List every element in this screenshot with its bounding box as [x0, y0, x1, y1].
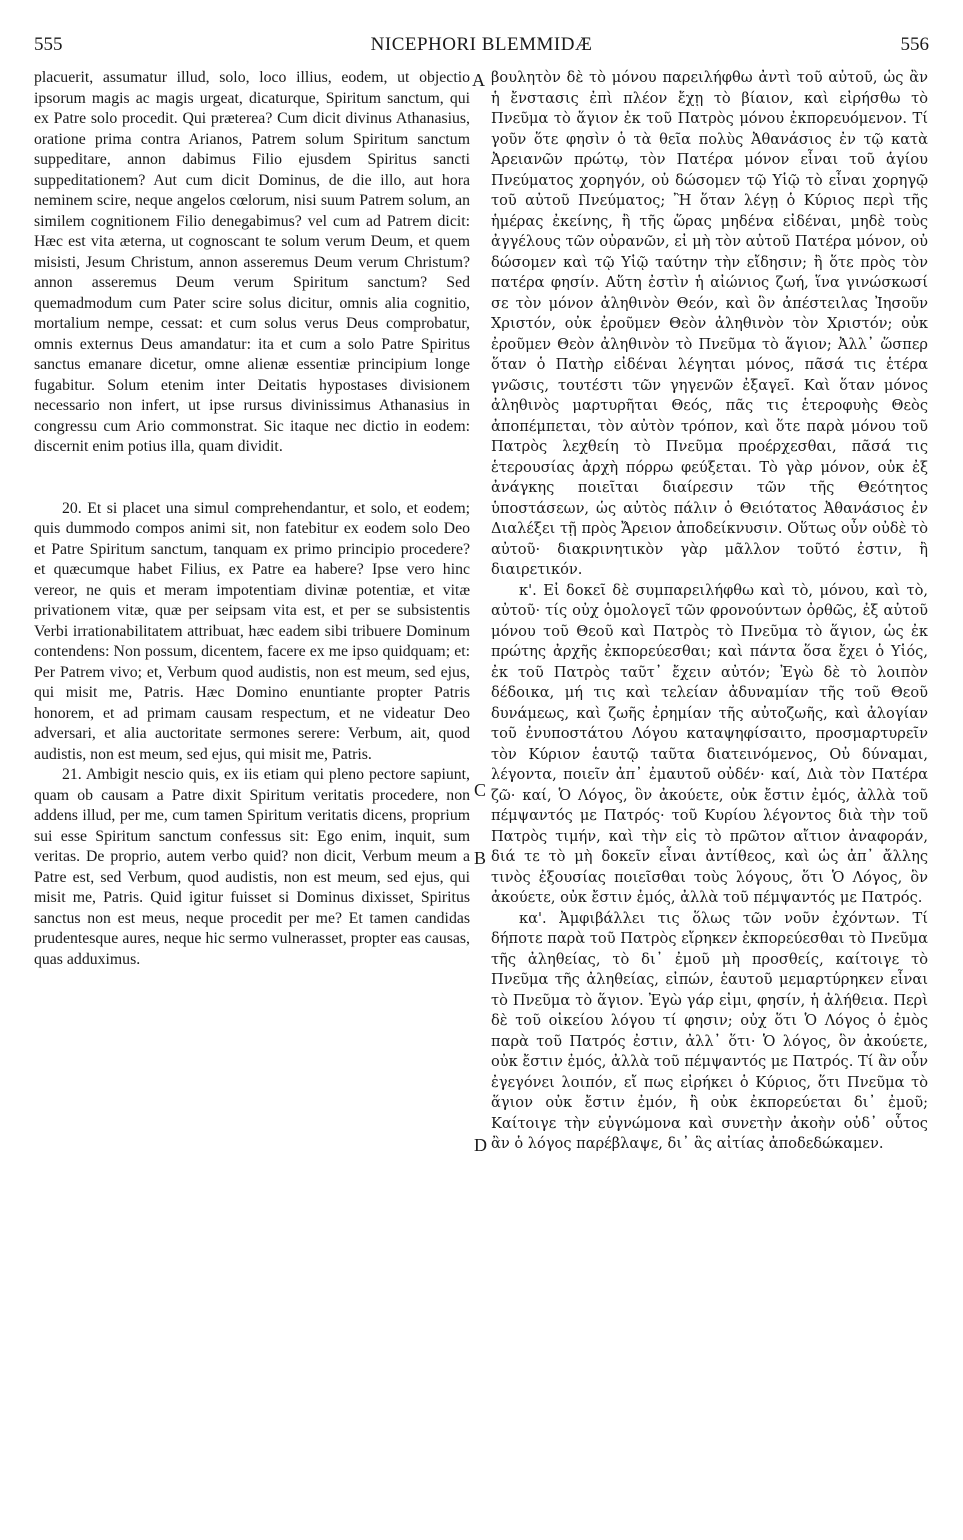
- greek-column: [491, 68, 928, 1155]
- margin-letter-a: A: [472, 70, 485, 90]
- greek-paragraph-21: κα'. Ἀμφιβάλλει τις ὅλως τῶν νοῦν ἐχόντων. Τί δήποτε παρὰ τοῦ Πατρὸς εἴρηκεν ἐκπορεύεσθαι τὸ Πνεῦμα τῆς ἀληθείας, τὸ δι᾽ ἐμοῦ μὴ προσθείς, καίτοιγε τὸ Πνεῦμα τῆς ἀληθείας, εἰπών, ἑαυτοῦ μεμαρτύρηκεν εἶναι τὸ Πνεῦμα τὸ ἅγιον. Ἐγὼ γάρ εἰμι, φησίν, ἡ ἀλήθεια. Περὶ δὲ τοῦ οἰκείου λόγου τί φησιν; οὐχ ὅτι Ὁ Λόγος ὁ ἐμὸς παρὰ τοῦ Πατρός ἐστιν, ἀλλ᾽ ὅτι· Ὁ λόγος, ὃν ἀκούετε, οὐκ ἔστιν ἐμός, ἀλλὰ τοῦ πέμψαντός με Πατρός. Τί ἂν οὖν ἐγεγόνει λοιπόν, εἴ πως εἰρήκει ὁ Κύριος, ὅτι Πνεῦμα τὸ ἅγιον οὐκ ἔστιν ἐμόν, ἢ οὐκ ἐκπορεύεται δι᾽ ἐμοῦ; Καίτοιγε τὴν εὐγνώμονα καὶ συνετὴν ἀκοὴν οὐδ᾽ οὗτος ἂν ὁ λόγος παρέβλαψε, δι᾽ ἃς αἰτίας ἀποδεδώκαμεν.: [491, 909, 928, 1152]
- greek-paragraph-1: βουλητὸν δὲ τὸ μόνου παρειλήφθω ἀντὶ τοῦ αὐτοῦ, ὡς ἂν ἡ ἔνστασις ἐπὶ πλέον ἔχῃ τὸ βίαιον, καὶ εἰρήσθω τὸ Πνεῦμα τὸ ἅγιον ἐκ τοῦ Πατρὸς μόνου ἐκπορευόμενον. Τί γοῦν ὅτε φησὶν ὁ τὰ θεῖα πολὺς Ἀθανάσιος ἐν τῷ κατὰ Ἀρειανῶν πρώτῳ, τὸν Πατέρα μόνον εἶναι τοῦ ἁγίου Πνεύματος χορηγόν, οὐ δώσομεν τῷ Υἱῷ τὸ εἶναι χορηγῷ τοῦ αὐτοῦ Πνεύματος; Ἢ ὅταν λέγῃ ὁ Κύριος περὶ τῆς ἡμέρας ἐκείνης, ἢ τῆς ὥρας μηδένα εἰδέναι, μηδὲ τοὺς ἀγγέλους τῶν οὐρανῶν, εἰ μὴ τὸν αὐτοῦ Πατέρα μόνον, οὐ δώσομεν καὶ τῷ Υἱῷ ταύτην τὴν εἴδησιν; ἢ ὅτε πρὸς τὸν πατέρα φησίν. Αὕτη ἐστὶν ἡ αἰώνιος ζωή, ἵνα γινώσκωσί σε τὸν μόνον ἀληθινὸν Θεόν, καὶ ὃν ἀπέστειλας Ἰησοῦν Χριστόν, οὐκ ἐροῦμεν Θεὸν ἀληθινὸν τὸν Χριστόν; οὐκ ἐροῦμεν Θεὸν ἀληθινὸν τὸ Πνεῦμα τὸ ἅγιον; Ἀλλ᾽ ὥσπερ ὅταν ὁ Πατὴρ εἰδέναι λέγηται μόνος, πᾶσά τις ἑτέρα γνῶσις, τουτέστι τῶν γηγενῶν ἐξαγεῖ. Καὶ ὅταν μόνος ἀληθινὸς μαρτυρῆται Θεός, πᾶς τις ἑτεροφυὴς Θεὸς ἀποπέμπεται, τὸν αὐτὸν τρόπον, καὶ ὅτε παρὰ μόνου τοῦ Πατρὸς λεχθείη τὸ Πνεῦμα προέρχεσθαι, πᾶσά τις ἑτερουσίας ἀρχὴ πόρρω φεύξεται. Τὸ γὰρ μόνον, οὐκ ἐξ ἀνάγκης ποιεῖται διαίρεσιν τῶν τῆς Θεότητος ὑποστάσεων, ὡς αὐτὸς πάλιν ὁ Θειότατος Ἀθανάσιος ἐν Διαλέξει τῇ πρὸς Ἄρειον ἀποδείκνυσιν. Οὕτως οὖν οὐδὲ τὸ αὐτοῦ· διακρινητικὸν γὰρ μᾶλλον τοῦτό ἐστιν, ἢ διαιρετικόν.: [491, 69, 928, 578]
- page-header: [34, 34, 929, 62]
- margin-letter-c: C: [474, 780, 487, 800]
- paragraph-gap: [34, 458, 470, 499]
- left-page-number: 555: [34, 34, 63, 55]
- latin-paragraph-20: 20. Et si placet una simul comprehendantur, et solo, et eodem; quis dummodo compos animi sit, non fatebitur ex eodem solo Deo et Patre Spiritum sanctum, tanquam ex primo principio procedere? et quæcumque habet Filius, ex Patre ea habere? Ipse vero hinc vereor, ne quis et meram impotentiam divinæ potentiæ, et vitæ privationem vitæ, quæ per seipsam vita est, et per se subsistentis Verbi irrationabilitatem attribuat, hæc eadem sibi tribuere Dominum contendens: Non possum, dicentem, facere ex me ipso quidquam; et: Per Patrem vivo; et, Verbum quod audistis, non est meum, sed ejus, qui misit me, Patris. Hæc Domino enuntiante propter Patris honorem, et ad primam causam respectum, et ne videatur Deo adversari, et alia auctoritate sermones serere: Verbum, ait, quod audistis, non est meum, sed ejus, qui misit me, Patris.: [34, 499, 470, 763]
- latin-paragraph-21: 21. Ambigit nescio quis, ex iis etiam qui pleno pectore sapiunt, quam ob causam a Patre dixit Spiritum veritatis procedere, non addens illud, per me, cum tamen Spiritum veritatis dicens, proprium sui esse Spiritum sanctum confessus sit: Ego enim, inquit, sum veritas. De proprio, autem verbo quid? non dicit, Verbum meum a Patre est, sed Verbum, quod audistis, non est meum, sed ejus, qui misit me, Patris. Quid igitur fuisset si Dominus dixisset, Spiritus sanctus non est meus, neque procedit per me? Et tamen candidas prudentesque aures, neque hic sermo vulnerasset, propter eas causas, quas adduximus.: [34, 766, 470, 968]
- margin-letter-b: B: [474, 848, 487, 868]
- right-page-number: 556: [900, 34, 929, 55]
- greek-paragraph-20: κ'. Εἰ δοκεῖ δὲ συμπαρειλήφθω καὶ τὸ, μόνου, καὶ τὸ, αὐτοῦ· τίς οὐχ ὁμολογεῖ τῶν φρονούντων ὀρθῶς, ἐξ αὐτοῦ μόνου τοῦ Θεοῦ καὶ Πατρὸς τὸ Πνεῦμα τὸ ἅγιον, ὡς ἐκ πρώτης ἀρχῆς ἐκπορεύεσθαι; καὶ πάντα ὅσα ἔχει ὁ Υἱός, ἐκ τοῦ Πατρὸς ταῦτ᾽ ἔχειν αὐτόν; Ἐγὼ δὲ τὸ λοιπὸν δέδοικα, μή τις καὶ τελείαν ἀδυναμίαν τῆς τοῦ Θεοῦ δυνάμεως, καὶ ζωῆς ἐρημίαν τῆς αὐτοζωῆς, καὶ ἀλογίαν τοῦ ἐνυποστάτου Λόγου καταψηφίσαιτο, προσμαρτυρεῖν τὸν Κύριον ἑαυτῷ ταῦτα διατεινόμενος, Οὐ δύναμαι, λέγοντα, ποιεῖν ἀπ᾽ ἐμαυτοῦ οὐδέν· καί, Διὰ τὸν Πατέρα ζῶ· καί, Ὁ Λόγος, ὃν ἀκούετε, οὐκ ἔστιν ἐμός, ἀλλὰ τοῦ πέμψαντός με Πατρός· τοῦ Κυρίου λέγοντος διὰ τὴν τοῦ Πατρὸς τιμήν, καὶ τὴν εἰς τὸ πρῶτον αἴτιον ἀναφοράν, διά τε τὸ μὴ δοκεῖν εἶναι ἀντίθεος, καὶ ὡς ἀπ᾽ ἄλλης τινὸς ἐξουσίας ποιεῖσθαι τοὺς λόγους, ὅτι Ὁ Λόγος, ὃν ἀκούετε, οὐκ ἔστιν ἐμός, ἀλλὰ τοῦ πέμψαντός με Πατρός.: [491, 581, 928, 906]
- latin-paragraph-1: placuerit, assumatur illud, solo, loco illius, eodem, ut objectio ipsorum magis ac magis urgeat, dicaturque, Spiritum sanctum, qui ex Patre solo procedit. Qui præterea? Cum dicit divinus Athanasius, oratione prima contra Arianos, Patrem solum Spiritum sanctum suppeditare, annon dabimus Filio ejusdem Spiritus sancti suppeditationem? Aut cum dicit Dominus, de die illo, aut hora neminem scire, neque angelos cœlorum, nisi suum Patrem solum, an similem cognitionem Filio denegabimus? vel cum ad Patrem dicit: Hæc est vita æterna, ut cognoscant te solum verum Deum, et quem misisti, Jesum Christum, annon asseremus Deum verum Christum? annon asseremus Deum verum Spiritum sanctum? Sed quemadmodum cum Pater scire solus dicitur, omnis alia cognitio, mortalium nempe, cessat: et cum solus verus Deus comprobatur, omnis externus Deus amandatur: ita et cum a solo Patre Spiritus sanctus emanare dicetur, omne alienæ essentiæ principium longe fugabitur. Solum etenim inter Deitatis hypostases divisionem necessario non infert, ut ipse rursus divinissimus Athanasius in congressu cum Ario commonstrat. Sic itaque nec dictio in eodem: discernit enim potius illa, quam dividit.: [34, 69, 470, 455]
- running-title: NICEPHORI BLEMMIDÆ: [370, 34, 593, 55]
- margin-letter-d: D: [474, 1135, 487, 1155]
- latin-column: [34, 68, 470, 970]
